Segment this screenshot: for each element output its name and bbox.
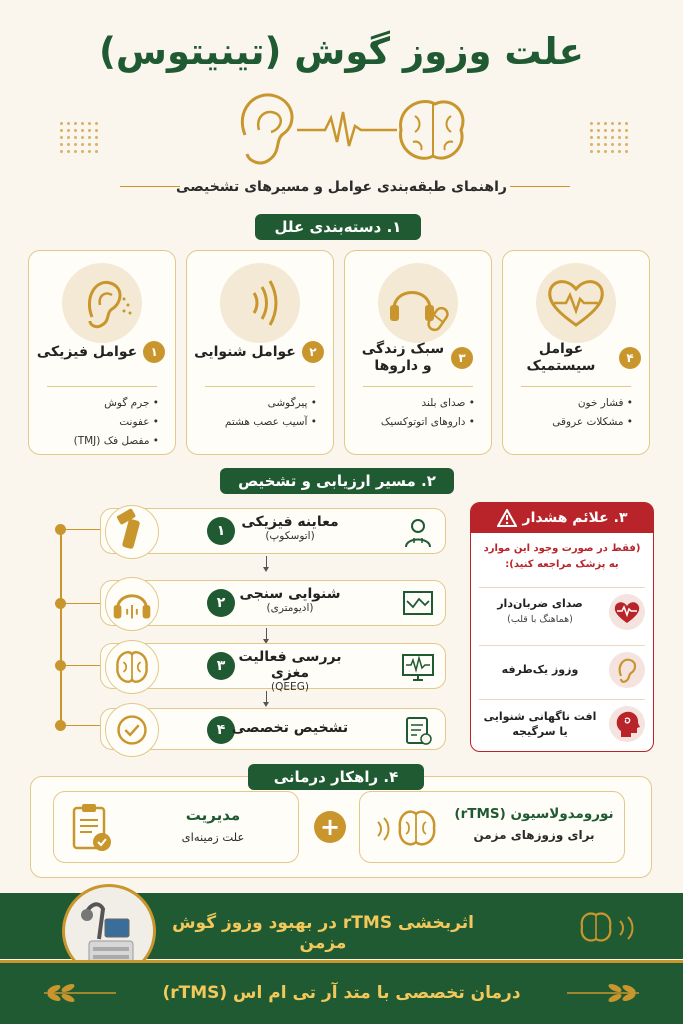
divider <box>205 386 315 387</box>
warning-triangle-icon <box>497 509 517 527</box>
plus-icon: + <box>314 811 346 843</box>
step-arrow <box>266 556 267 568</box>
list-item: • فشار خون <box>513 394 633 413</box>
diagnosis-step-2 <box>100 580 446 626</box>
hero-ear-brain-icon <box>225 90 465 170</box>
laurel-left-icon <box>40 981 120 1005</box>
check-circle-icon <box>105 703 159 757</box>
treatment-subtitle: علت زمینه‌ای <box>181 830 245 844</box>
head-dizzy-icon <box>609 706 645 742</box>
warning-item <box>479 587 645 635</box>
heart-pulse-icon <box>609 594 645 630</box>
list-item: • عفونت <box>39 413 159 432</box>
treatment-text <box>454 806 614 842</box>
timeline-connector <box>62 665 102 666</box>
list-item: • پیرگوشی <box>197 394 317 413</box>
otoscope-icon <box>105 505 159 559</box>
warning-item <box>479 699 645 747</box>
timeline-line <box>60 528 62 726</box>
treatment-box <box>30 776 652 878</box>
divider <box>521 386 631 387</box>
warning-text <box>479 662 601 677</box>
cause-number: ۳ <box>451 347 473 369</box>
cause-card-header <box>193 341 325 363</box>
step-title: تشخیص تخصصی <box>231 720 349 736</box>
warning-item <box>479 645 645 693</box>
clipboard-icon <box>401 713 435 747</box>
list-item: • آسیب عصب هشتم <box>197 413 317 432</box>
ear-icon <box>62 263 142 343</box>
cause-name: عوامل شنوایی <box>194 343 296 360</box>
clipboard-check-icon <box>68 802 114 854</box>
section2-title: ۲. مسیر ارزیابی و تشخیص <box>220 468 454 494</box>
cause-card-lifestyle <box>344 250 492 455</box>
step-text <box>225 649 355 693</box>
cause-number: ۴ <box>619 347 641 369</box>
audiogram-icon <box>401 587 435 621</box>
page-title: علت وزوز گوش (تینیتوس) <box>99 30 584 73</box>
warning-sublabel: (هماهنگ با قلب) <box>507 614 573 625</box>
step-text <box>225 720 355 736</box>
diagnosis-step-4 <box>100 708 446 750</box>
section4-title: ۴. راهکار درمانی <box>248 764 424 790</box>
warning-header <box>471 503 653 533</box>
timeline-connector <box>62 725 102 726</box>
step-number: ۱ <box>207 517 235 545</box>
cause-list <box>355 394 475 432</box>
treatment-subtitle: برای وزوزهای مزمن <box>473 828 595 842</box>
cause-card-systemic <box>502 250 650 455</box>
banner-text: اثربخشی rTMS در بهبود وزوز گوش مزمن <box>172 913 474 953</box>
cause-card-auditory <box>186 250 334 455</box>
list-item: • مشکلات عروقی <box>513 413 633 432</box>
divider <box>363 386 473 387</box>
cause-card-physical <box>28 250 176 455</box>
step-arrow <box>266 628 267 640</box>
brain-icon <box>105 640 159 694</box>
eeg-monitor-icon <box>401 650 435 684</box>
step-title: بررسی فعالیت مغزی <box>238 649 342 681</box>
warning-text <box>479 709 601 739</box>
warning-label: وزوز یک‌طرفه <box>501 663 579 676</box>
cause-number: ۲ <box>302 341 324 363</box>
step-title: شنوایی سنجی <box>239 586 341 602</box>
warning-text <box>479 596 601 627</box>
cause-list <box>39 394 159 451</box>
list-item: • داروهای اتوتوکسیک <box>355 413 475 432</box>
warning-note: (فقط در صورت وجود این موارد به پزشک مراجعه کنید): <box>483 543 641 570</box>
footer <box>0 960 683 1024</box>
cause-card-header <box>35 341 167 363</box>
cause-number: ۱ <box>143 341 165 363</box>
treatment-title: مدیریت <box>185 806 241 824</box>
list-item: • جرم گوش <box>39 394 159 413</box>
section1-title: ۱. دسته‌بندی علل <box>255 214 421 240</box>
step-subtitle: (ادیومتری) <box>266 602 314 614</box>
headphones-icon <box>105 577 159 631</box>
timeline-connector <box>62 529 102 530</box>
list-item: • مفصل فک (TMJ) <box>39 432 159 451</box>
headphones-pill-icon <box>378 263 458 343</box>
warning-label: افت ناگهانی شنوایی یا سرگیجه <box>483 709 597 738</box>
list-item: • صدای بلند <box>355 394 475 413</box>
step-number: ۳ <box>207 652 235 680</box>
treatment-management-card <box>53 791 299 863</box>
cause-list <box>197 394 317 432</box>
step-number: ۲ <box>207 589 235 617</box>
doctor-icon <box>401 515 435 549</box>
step-text <box>225 514 355 542</box>
step-number: ۴ <box>207 716 235 744</box>
cause-list <box>513 394 633 432</box>
diagnosis-step-1 <box>100 508 446 554</box>
warning-panel <box>470 502 654 752</box>
cause-card-header <box>509 341 641 375</box>
page-subtitle: راهنمای طبقه‌بندی عوامل و مسیرهای تشخیصی <box>176 179 507 195</box>
cause-name: عوامل سیستمیک <box>526 341 596 374</box>
cause-card-header <box>351 341 483 375</box>
step-subtitle: (اتوسکوپ) <box>265 530 315 542</box>
diagnosis-step-3 <box>100 643 446 693</box>
cause-name: عوامل فیزیکی <box>36 343 138 360</box>
cause-name: سبک زندگی و داروها <box>361 341 445 374</box>
brain-waves-icon <box>374 804 444 852</box>
brain-waves-icon <box>578 907 648 947</box>
warning-label: صدای ضربان‌دار <box>497 597 583 610</box>
step-subtitle: (QEEG) <box>271 681 309 693</box>
timeline-connector <box>62 603 102 604</box>
step-text <box>225 586 355 614</box>
treatment-title: نورومدولاسیون (rTMS) <box>454 806 614 822</box>
heart-pulse-icon <box>536 263 616 343</box>
laurel-right-icon <box>563 981 643 1005</box>
treatment-rtms-card <box>359 791 625 863</box>
step-arrow <box>266 691 267 703</box>
section3-title: ۳. علائم هشدار <box>522 510 628 526</box>
step-title: معاینه فیزیکی <box>241 514 339 530</box>
ear-icon <box>609 652 645 688</box>
subtitle-wrap <box>0 176 683 195</box>
treatment-text <box>148 806 278 844</box>
divider <box>47 386 157 387</box>
decor-dots-left <box>58 120 100 156</box>
footer-text: درمان تخصصی با متد آر تی ام اس (rTMS) <box>162 983 521 1003</box>
sound-waves-icon <box>220 263 300 343</box>
decor-dots-right <box>588 120 630 156</box>
